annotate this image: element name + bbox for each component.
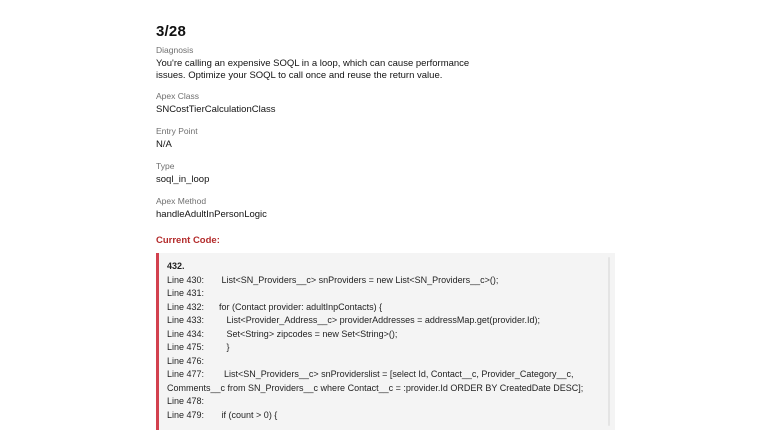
apex-class-label: Apex Class bbox=[156, 91, 199, 101]
code-line-431: Line 431: bbox=[167, 288, 205, 298]
code-block bbox=[156, 253, 615, 430]
field-entry-point bbox=[156, 126, 615, 151]
type-label: Type bbox=[156, 161, 175, 171]
code-line-432: Line 432: for (Contact provider: adultInpContacts) { bbox=[167, 301, 383, 312]
code-line-430: Line 430: List<SN_Providers__c> snProviders = new List<SN_Providers__c>(); bbox=[167, 274, 499, 285]
field-type bbox=[156, 161, 615, 186]
code-line-479: Line 479: if (count > 0) { bbox=[167, 409, 278, 420]
code-highlight-line-number: 432. bbox=[167, 261, 185, 271]
apex-method-value: handleAdultInPersonLogic bbox=[156, 209, 267, 220]
entry-point-label: Entry Point bbox=[156, 126, 198, 136]
code-line-476: Line 476: bbox=[167, 355, 205, 366]
code-line-433: Line 433: List<Provider_Address__c> providerAddresses = addressMap.get(provider.Id); bbox=[167, 315, 540, 325]
apex-class-value: SNCostTierCalculationClass bbox=[156, 104, 276, 115]
diagnosis-label: Diagnosis bbox=[156, 45, 194, 55]
code-line-477: Line 477: List<SN_Providers__c> snProviderslist = [select Id, Contact__c, Provider_Category__c, Comments__c from SN_Providers__c where Contact__c = :provider.Id ORDER BY CreatedDate DESC]; bbox=[167, 369, 584, 393]
apex-method-label: Apex Method bbox=[156, 196, 207, 206]
diagnosis-value: You're calling an expensive SOQL in a loop, which can cause performance issues. Optimize your SOQL to call once and reuse the return value. bbox=[156, 58, 470, 81]
code-line-475: Line 475: } bbox=[167, 342, 230, 352]
code-scrollbar[interactable] bbox=[608, 257, 610, 426]
page-counter: 3/28 bbox=[156, 23, 186, 40]
entry-point-value: N/A bbox=[156, 139, 172, 150]
field-apex-method bbox=[156, 196, 615, 221]
code-line-478: Line 478: bbox=[167, 396, 205, 406]
code-line-434: Line 434: Set<String> zipcodes = new Set<String>(); bbox=[167, 328, 398, 339]
field-apex-class bbox=[156, 91, 615, 116]
current-code-heading: Current Code: bbox=[156, 235, 220, 246]
field-diagnosis bbox=[156, 45, 615, 81]
report-content bbox=[156, 24, 615, 430]
type-value: soql_in_loop bbox=[156, 174, 210, 185]
